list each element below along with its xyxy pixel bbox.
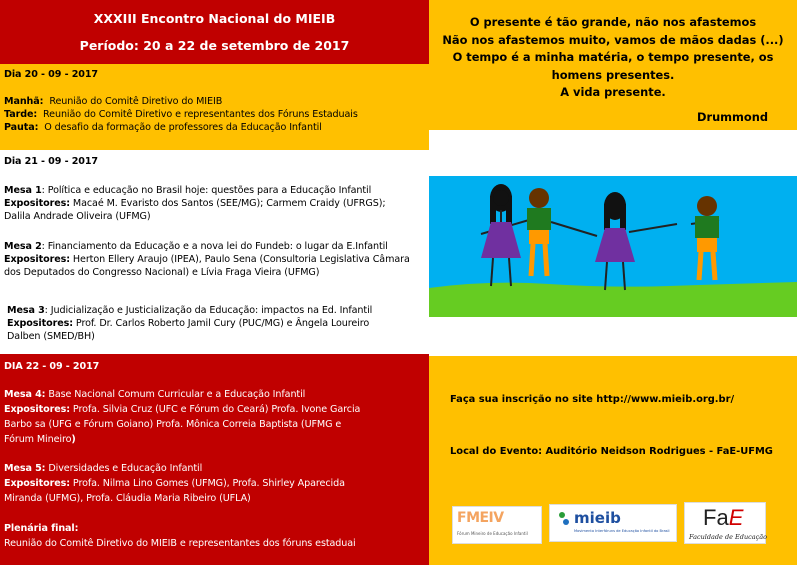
mesa2-expositores: Expositores: Herton Ellery Araujo (IPEA), Paulo Sena (Consultoria Legislativa Câmara [4, 254, 410, 265]
day2-date: Dia 21 - 09 - 2017 [4, 156, 98, 167]
logo-fmeiv: FMEIV Fórum Mineiro de Educação Infantil [452, 506, 542, 544]
day3-panel: DIA 22 - 09 - 2017 Mesa 4: Base Nacional Comum Curricular e a Educação Infantil Expositores: Profa. Silvia Cruz (UFC e Fórum do Ceará) Profa. Ivone Garcia Barbo sa (UFG e Fórum Goiano) Profa. Mônica Correia Baptista (UFMG e Fórum Mineiro) Mesa 5: Diversidades e Educação Infantil Expositores: Profa. Nilma Lino Gomes (UFMG), Profa. Shirley Aparecida Miranda (UFMG), Profa. Cláudia Maria Ribeiro (UFLA) Plenária final: Reunião do Comitê Diretivo do MIEIB e representantes dos fóruns estaduai [0, 354, 429, 565]
event-title: XXXIII Encontro Nacional do MIEIB [93, 11, 336, 26]
header-panel [0, 0, 429, 64]
poem-text: O presente é tão grande, não nos afastemos Não nos afastemos muito, vamos de mãos dadas (...) O tempo é a minha matéria, o tempo presente, os homens presentes. A vida presente. [442, 15, 784, 99]
logo-mieib: mieib Movimento Interfóruns de Educação Infantil do Brasil [549, 504, 677, 542]
poem-panel [429, 0, 797, 130]
plenaria-text: Reunião do Comitê Diretivo do MIEIB e representantes dos fóruns estaduai [4, 538, 356, 549]
day1-date: Dia 20 - 09 - 2017 [4, 69, 98, 80]
children-drawing [429, 176, 797, 317]
day1-pauta: Pauta: O desafio da formação de professores da Educação Infantil [4, 122, 322, 133]
mesa1-title: Mesa 1: Política e educação no Brasil hoje: questões para a Educação Infantil [4, 185, 372, 196]
inscricao-text: Faça sua inscrição no site http://www.mieib.org.br/ [450, 394, 735, 405]
day1-tarde: Tarde: Reunião do Comitê Diretivo e representantes dos Fóruns Estaduais [4, 109, 358, 120]
mieib-mark-svg [558, 511, 570, 527]
logo-fae: FaE Faculdade de Educação [684, 502, 766, 544]
mesa3-title: Mesa 3: Judicialização e Justicialização da Educação: impactos na Ed. Infantil [7, 305, 373, 316]
plenaria-label: Plenária final: [4, 523, 79, 534]
mesa4-title: Mesa 4: Base Nacional Comum Curricular e a Educação Infantil [4, 389, 306, 400]
mieib-mark-icon [558, 511, 570, 527]
mesa5-expositores: Expositores: Profa. Nilma Lino Gomes (UFMG), Profa. Shirley Aparecida [4, 478, 345, 489]
mesa4-expositores: Expositores: Profa. Silvia Cruz (UFC e Fórum do Ceará) Profa. Ivone Garcia [4, 404, 361, 415]
day1-panel [0, 64, 429, 150]
mesa2-title: Mesa 2: Financiamento da Educação e a nova lei do Fundeb: o lugar da E.Infantil [4, 241, 388, 252]
local-text: Local do Evento: Auditório Neidson Rodrigues - FaE-UFMG [450, 446, 773, 457]
mesa5-title: Mesa 5: Diversidades e Educação Infantil [4, 463, 203, 474]
info-panel [429, 356, 797, 565]
day3-date: DIA 22 - 09 - 2017 [4, 361, 100, 372]
mesa1-expositores: Expositores: Macaé M. Evaristo dos Santos (SEE/MG); Carmem Craidy (UFRGS); [4, 198, 386, 209]
day2-panel: Dia 21 - 09 - 2017 Mesa 1: Política e educação no Brasil hoje: questões para a Educação Infantil Expositores: Macaé M. Evaristo dos Santos (SEE/MG); Carmem Craidy (UFRGS); Dalila Andrade Oliveira (UFMG) Mesa 2: Financiamento da Educação e a nova lei do Fundeb: o lugar da E.Infantil Expositores: Herton Ellery Araujo (IPEA), Paulo Sena (Consultoria Legislativa Câmara dos Deputados do Congresso Nacional) e Lívia Fraga Vieira (UFMG) Mesa 3: Judicialização e Justicialização da Educação: impactos na Ed. Infantil Expositores: Prof. Dr. Carlos Roberto Jamil Cury (PUC/MG) e Ângela Loureiro Dalben (SMED/BH) [0, 150, 429, 354]
children-holding-hands-drawing [429, 176, 797, 317]
poem-author: Drummond [697, 110, 769, 124]
day1-manha: Manhã: Reunião do Comitê Diretivo do MIEIB [4, 96, 223, 107]
mesa3-expositores: Expositores: Prof. Dr. Carlos Roberto Jamil Cury (PUC/MG) e Ângela Loureiro [7, 318, 370, 329]
event-period: Período: 20 a 22 de setembro de 2017 [79, 38, 350, 53]
